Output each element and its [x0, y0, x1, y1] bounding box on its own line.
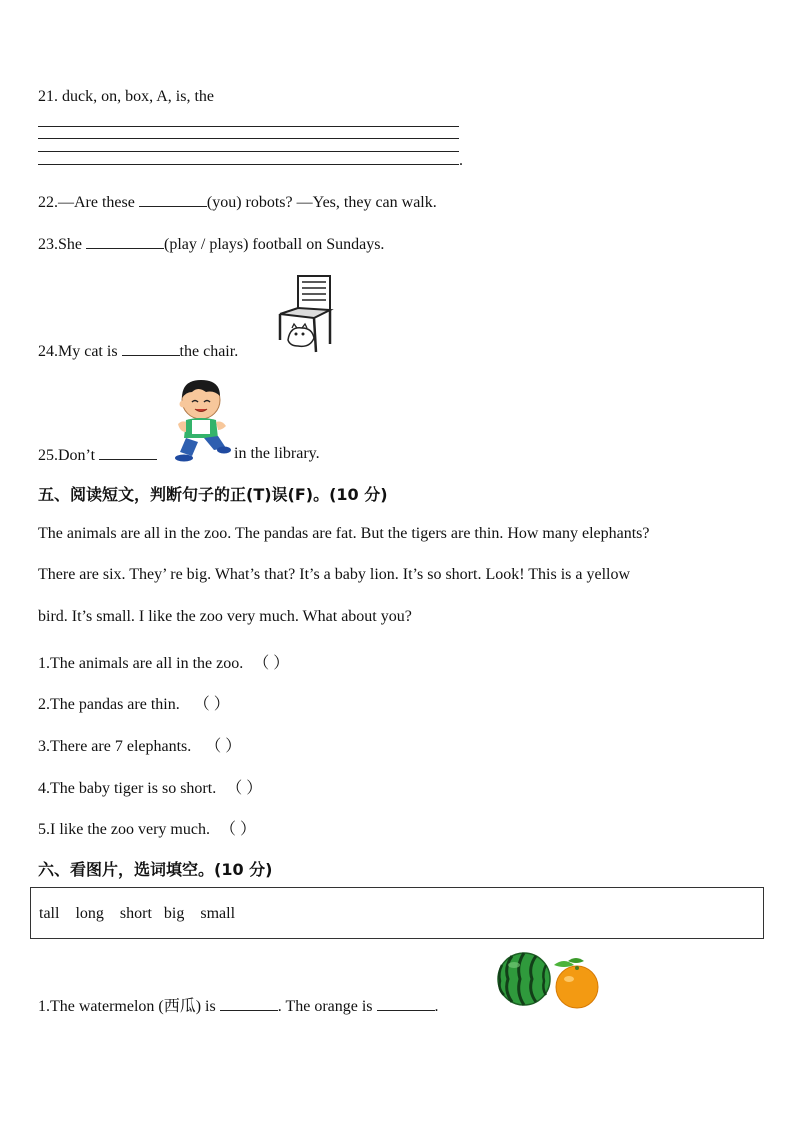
tf-item-4 [38, 775, 262, 798]
q25-before: 25.Don’t [38, 447, 100, 464]
running-boy-icon [170, 374, 232, 462]
tf-item-2-text: 2.The pandas are thin. [38, 696, 180, 713]
passage-line-1: The animals are all in the zoo. The pandas are fat. But the tigers are thin. How many elephants? [38, 525, 650, 542]
s6-q1-end: . [434, 998, 439, 1015]
s6-q1 [38, 993, 439, 1016]
tf-item-2 [38, 691, 230, 714]
q23 [38, 234, 384, 254]
word-small: small [200, 905, 236, 922]
word-short: short [119, 905, 152, 922]
tf-item-2-answer[interactable]: （ ） [193, 696, 230, 713]
q23-after: (play / plays) football on Sundays. [164, 236, 385, 253]
answer-line-3[interactable] [38, 151, 459, 152]
q22-before: 22.—Are these [38, 194, 139, 211]
tf-item-1 [38, 650, 289, 673]
answer-line-2[interactable] [38, 138, 459, 139]
tf-item-1-answer[interactable]: （ ） [253, 655, 290, 672]
word-tall: tall [39, 905, 60, 922]
q22-after: (you) robots? —Yes, they can walk. [206, 194, 437, 211]
section-6-title: 六、看图片，选词填空。(10 分) [38, 860, 273, 879]
chair-with-cat-icon [276, 274, 336, 356]
q24-before: 24.My cat is [38, 343, 122, 360]
s6-q1-blank-1[interactable] [220, 996, 278, 1011]
q24-blank[interactable] [122, 341, 180, 356]
answer-line-1[interactable] [38, 126, 459, 127]
q21-number: 21. [38, 88, 58, 105]
q22 [38, 192, 437, 212]
q25-after: in the library. [234, 445, 320, 462]
tf-item-3 [38, 733, 241, 756]
passage-line-2: There are six. They’ re big. What’s that? It’s a baby lion. It’s so short. Look! This is a yellow [38, 566, 631, 583]
word-bank [39, 905, 235, 923]
q24-after: the chair. [179, 343, 239, 360]
q22-blank[interactable] [139, 192, 207, 207]
orange-icon [552, 955, 600, 1009]
s6-q1-blank-2[interactable] [377, 996, 435, 1011]
tf-item-1-text: 1.The animals are all in the zoo. [38, 655, 244, 672]
tf-item-4-answer[interactable]: （ ） [226, 780, 263, 797]
tf-item-5-text: 5.I like the zoo very much. [38, 821, 210, 838]
tf-item-5 [38, 816, 256, 839]
q21-words: duck, on, box, A, is, the [62, 88, 214, 105]
q23-blank[interactable] [86, 234, 164, 249]
q23-before: 23.She [38, 236, 86, 253]
q21-prompt [38, 88, 214, 106]
tf-item-3-answer[interactable]: （ ） [205, 738, 242, 755]
q25-part1 [38, 445, 157, 465]
passage-line-3: bird. It’s small. I like the zoo very much. What about you? [38, 608, 412, 625]
tf-item-3-text: 3.There are 7 elephants. [38, 738, 192, 755]
word-bank-box [30, 887, 764, 939]
tf-item-4-text: 4.The baby tiger is so short. [38, 780, 217, 797]
s6-q1-part2: . The orange is [277, 998, 377, 1015]
watermelon-icon [496, 951, 552, 1007]
word-big: big [163, 905, 185, 922]
answer-line-4[interactable] [38, 164, 459, 165]
word-long: long [75, 905, 104, 922]
q24 [38, 341, 238, 361]
answer-end-period: . [459, 152, 463, 169]
tf-item-5-answer[interactable]: （ ） [219, 821, 256, 838]
s6-q1-part1: 1.The watermelon (西瓜) is [38, 998, 220, 1015]
q25-blank[interactable] [99, 445, 157, 460]
section-5-title: 五、阅读短文，判断句子的正(T)误(F)。(10 分) [38, 485, 388, 504]
